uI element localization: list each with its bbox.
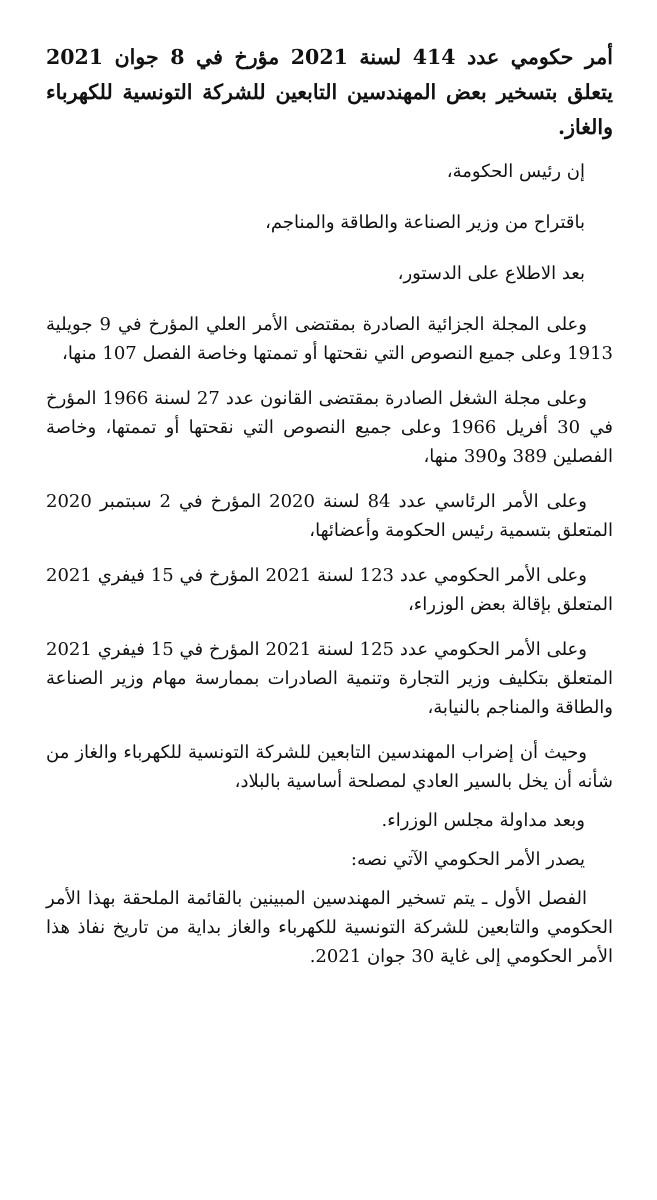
paragraph-article-one: الفصل الأول ـ يتم تسخير المهندسين المبينين بالقائمة الملحقة بهذا الأمر الحكومي والتابعين للشركة التونسية للكهرباء والغاز بداية من تاريخ نفاذ هذا الأمر الحكومي إلى غاية 30 جوان 2021. [46, 888, 613, 967]
paragraph-strike: وحيث أن إضراب المهندسين التابعين للشركة التونسية للكهرباء والغاز من شأنه أن يخل بالسير العادي لمصلحة أساسية بالبلاد، [46, 742, 613, 792]
paragraph-council-deliberation: وبعد مداولة مجلس الوزراء. [381, 810, 585, 831]
paragraph-constitution: بعد الاطلاع على الدستور، [397, 263, 585, 284]
paragraph-penal-code: وعلى المجلة الجزائية الصادرة بمقتضى الأمر العلي المؤرخ في 9 جويلية 1913 وعلى جميع النصوص التي نقحتها أو تممتها وخاصة الفصل 107 منها، [46, 314, 613, 364]
paragraph-decree-125: وعلى الأمر الحكومي عدد 125 لسنة 2021 المؤرخ في 15 فيفري 2021 المتعلق بتكليف وزير التجارة وتنمية الصادرات بممارسة مهام وزير الصناعة والطاقة والمناجم بالنيابة، [46, 639, 613, 718]
paragraph-proposal: باقتراح من وزير الصناعة والطاقة والمناجم، [265, 212, 585, 233]
decree-title: أمر حكومي عدد 414 لسنة 2021 مؤرخ في 8 جوان 2021 يتعلق بتسخير بعض المهندسين التابعين للشركة التونسية للكهرباء والغاز. [46, 45, 613, 139]
paragraph-issues-decree: يصدر الأمر الحكومي الآتي نصه: [350, 849, 585, 870]
paragraph-labour-code: وعلى مجلة الشغل الصادرة بمقتضى القانون عدد 27 لسنة 1966 المؤرخ في 30 أفريل 1966 وعلى جميع النصوص التي نقحتها أو تممتها، وخاصة الفصلين 389 و390 منها، [46, 388, 613, 467]
paragraph-presidential-decree: وعلى الأمر الرئاسي عدد 84 لسنة 2020 المؤرخ في 2 سبتمبر 2020 المتعلق بتسمية رئيس الحكومة وأعضائها، [46, 491, 613, 541]
paragraph-decree-123: وعلى الأمر الحكومي عدد 123 لسنة 2021 المؤرخ في 15 فيفري 2021 المتعلق بإقالة بعض الوزراء، [46, 565, 613, 615]
paragraph-head-of-government: إن رئيس الحكومة، [446, 161, 585, 182]
